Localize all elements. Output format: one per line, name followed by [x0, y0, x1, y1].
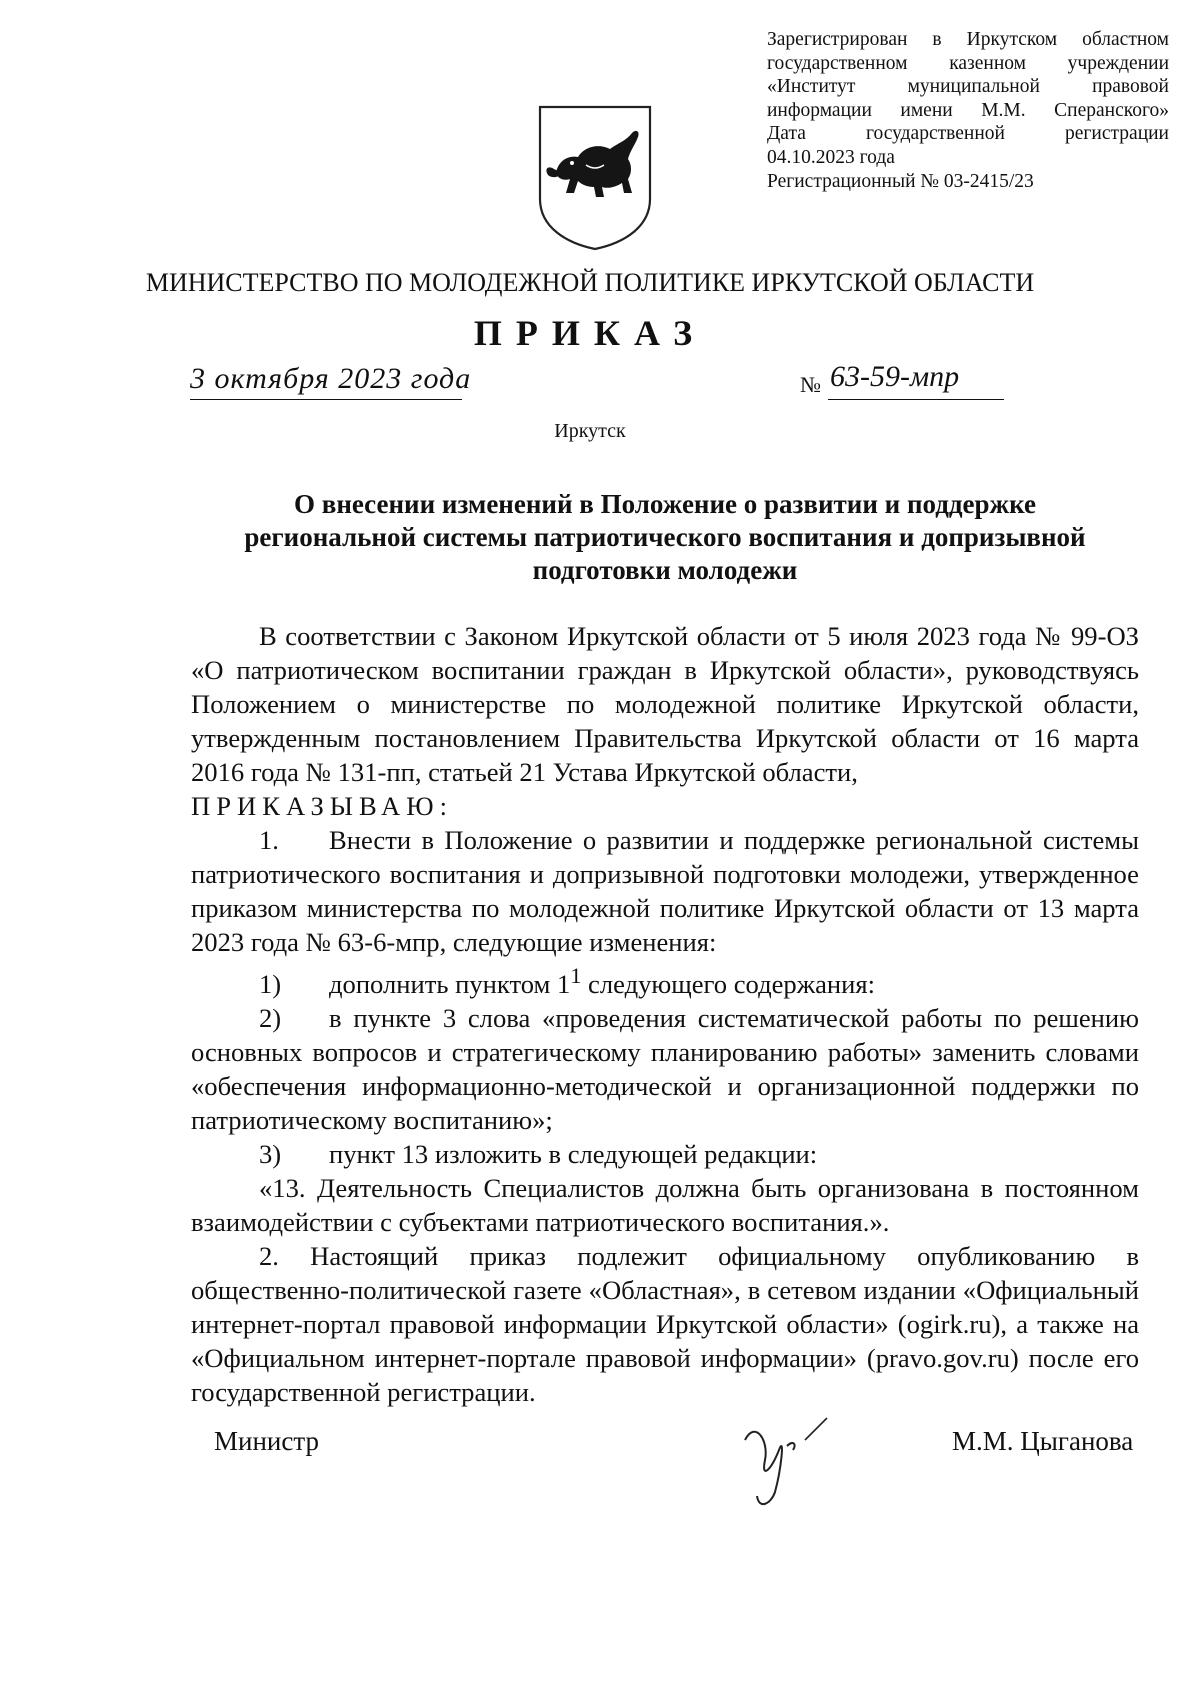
signatory-name: М.М. Цыганова [952, 1426, 1134, 1456]
paragraph-item-2 [191, 1239, 1139, 1409]
ministry-name: МИНИСТЕРСТВО ПО МОЛОДЕЖНОЙ ПОЛИТИКЕ ИРКУТСКОЙ ОБЛАСТИ [145, 268, 1035, 297]
registration-line: Зарегистрирован в Иркутском областном [767, 29, 1169, 50]
handwritten-date: 3 октября 2023 года [190, 362, 472, 395]
registration-line: 04.10.2023 года [767, 146, 895, 168]
subitem-number: 2) [259, 1002, 282, 1033]
document-body [191, 619, 1139, 1409]
registration-line: информации имени М.М. Сперанского» [767, 99, 1169, 121]
title-line: региональной системы патриотического воспитания и допризывной [244, 522, 1086, 552]
superscript: 1 [570, 963, 582, 988]
handwritten-signature-icon [735, 1400, 865, 1520]
subitem-text: в пункте 3 слова «проведения систематической работы по решению основных вопросов и стратегическому планированию работы» заменить словами «обеспечения информационно-методической и организационной поддержки по патриотическому воспитанию»; [191, 1002, 1139, 1135]
date-underline [190, 399, 462, 400]
handwritten-number: 63-59-мпр [830, 360, 960, 393]
paragraph-subitem-2 [191, 1001, 1139, 1137]
document-title [200, 488, 1130, 587]
paragraph-preamble [191, 619, 1139, 789]
signatory-title: Министр [214, 1426, 319, 1456]
paragraph-item-1 [191, 823, 1139, 959]
title-line: подготовки молодежи [532, 555, 798, 585]
preamble-text: В соответствии с Законом Иркутской области от 5 июля 2023 года № 99-ОЗ «О патриотическом воспитании граждан в Иркутской области», руководствуясь Положением о министерстве по молодежной политике Иркутской области, утвержденным постановлением Правительства Иркутской области от 16 марта 2016 года № 131-пп, статьей 21 Устава Иркутской области, [191, 621, 1139, 787]
subitem-text: дополнить пунктом 1 [329, 968, 571, 999]
irkutsk-coat-of-arms-icon [532, 103, 658, 253]
document-type: ПРИКАЗ [473, 313, 707, 353]
quote-text: «13. Деятельность Специалистов должна быть организована в постоянном взаимодействии с субъектами патриотического воспитания.». [191, 1172, 1139, 1237]
paragraph-quote [191, 1171, 1139, 1239]
title-line: О внесении изменений в Положение о развитии и поддержке [293, 489, 1036, 519]
order-word: ПРИКАЗЫВАЮ: [191, 791, 453, 821]
subitem-number: 1) [259, 968, 282, 999]
subitem-text: пункт 13 изложить в следующей редакции: [329, 1138, 818, 1169]
subitem-text-cont: следующего содержания: [581, 968, 875, 999]
paragraph-subitem-1 [191, 959, 1139, 1001]
registration-line: Дата государственной регистрации [767, 123, 1169, 145]
city: Иркутск [554, 420, 626, 442]
paragraph-order [191, 789, 1139, 823]
registration-line: государственном казенном учреждении [767, 52, 1169, 74]
item-number: 1. [259, 825, 279, 855]
registration-line: Регистрационный № 03-2415/23 [767, 170, 1034, 192]
subitem-number: 3) [259, 1138, 282, 1169]
number-underline [828, 399, 1004, 400]
item-text: Внести в Положение о развитии и поддержке региональной системы патриотического воспитания и допризывной подготовки молодежи, утвержденное приказом министерства по молодежной политике Иркутской области от 13 марта 2023 года № 63-6-мпр, следующие изменения: [191, 825, 1139, 957]
number-label: № [800, 372, 821, 397]
paragraph-subitem-3 [191, 1137, 1139, 1171]
registration-line: «Институт муниципальной правовой [767, 76, 1169, 98]
registration-stamp [767, 28, 1169, 193]
item-text: 2. Настоящий приказ подлежит официальному опубликованию в общественно-политической газете «Областная», в сетевом издании «Официальный интернет-портал правовой информации Иркутской области» (ogirk.ru), а также на «Официальном интернет-портале правовой информации» (pravo.gov.ru) после его государственной регистрации. [191, 1240, 1139, 1407]
